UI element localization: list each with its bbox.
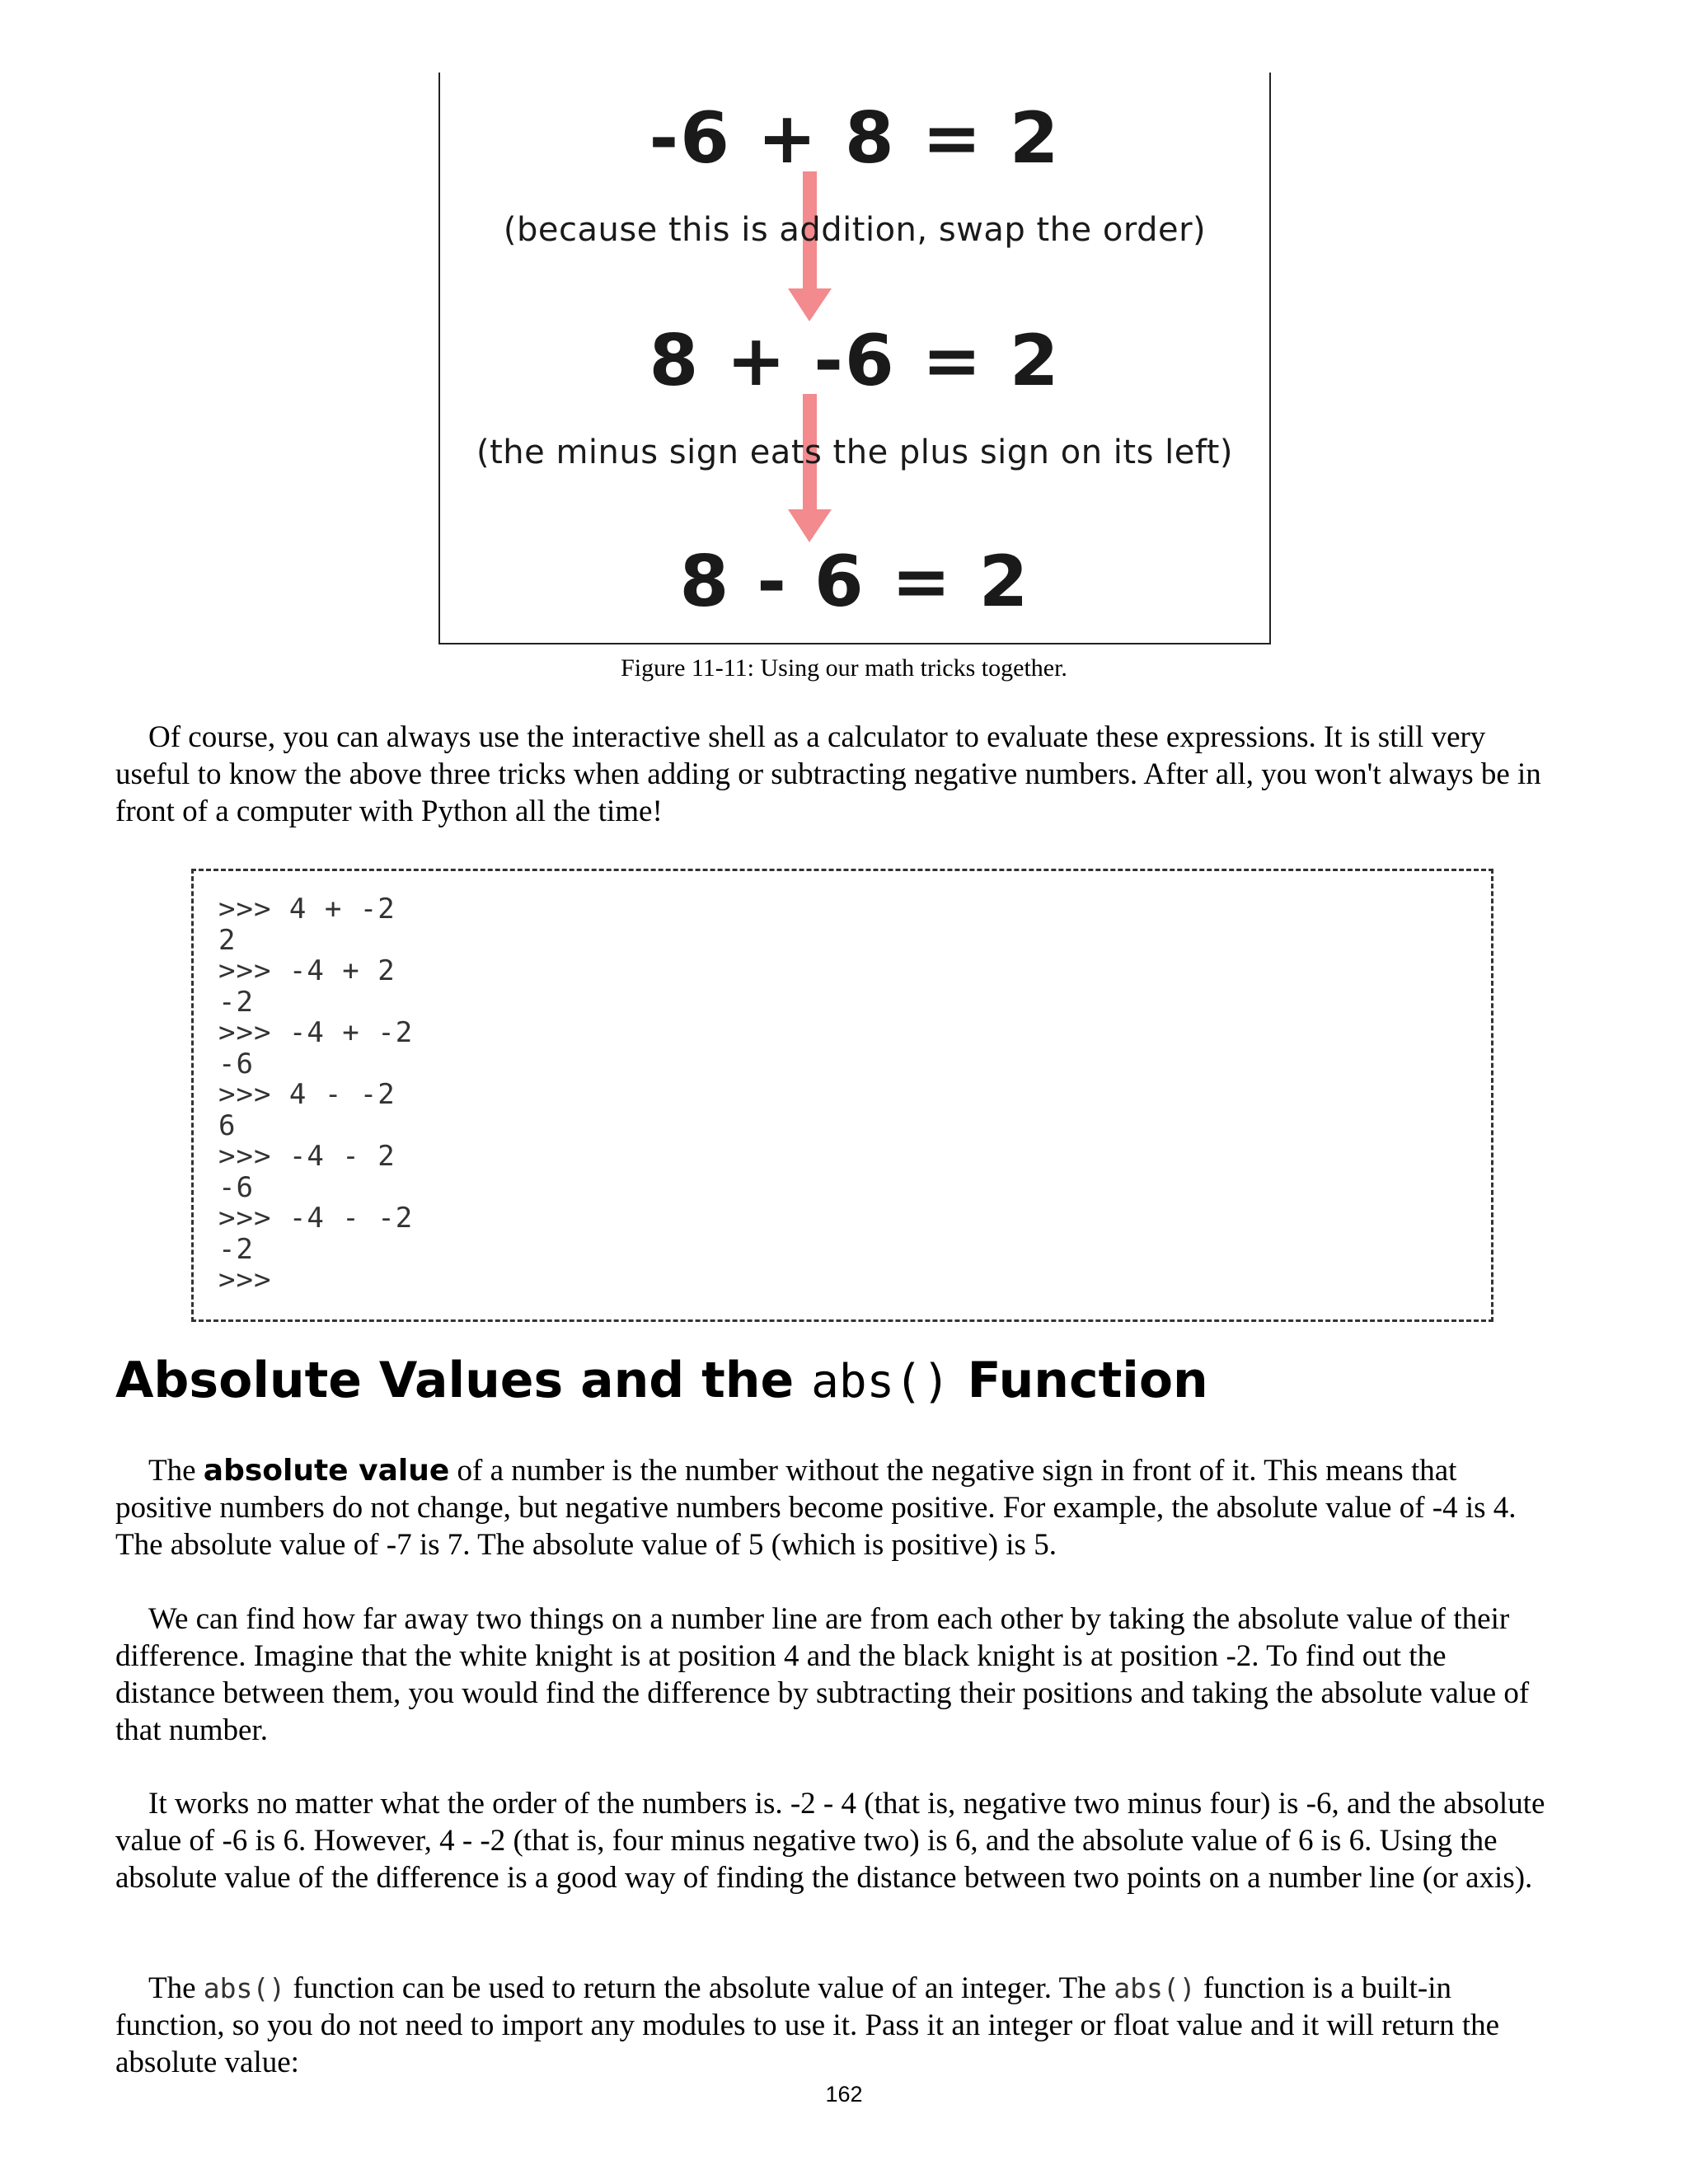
- inline-code-abs: abs(): [203, 1972, 286, 2004]
- code-line: -2: [218, 1232, 254, 1266]
- intro-paragraph: Of course, you can always use the interactive shell as a calculator to evaluate these expressions. It is still very useful to know the above three tricks when adding or subtracting negative numbers. After all, you won't always be in front of a computer with Python all the time!: [115, 720, 1541, 828]
- code-line: >>> -4 + -2: [218, 1016, 414, 1049]
- code-line: -2: [218, 985, 254, 1019]
- section-heading: [115, 1352, 1208, 1409]
- math-tricks-figure: [438, 73, 1271, 644]
- inline-code-abs: abs(): [1114, 1972, 1196, 2004]
- code-line: -6: [218, 1170, 254, 1204]
- code-line: -6: [218, 1047, 254, 1080]
- paragraph-text: The: [148, 1454, 204, 1488]
- code-line: >>> -4 - -2: [218, 1202, 414, 1235]
- equation-original: -6 + 8 = 2: [649, 97, 1061, 180]
- abs-function-paragraph: [115, 1970, 1550, 2081]
- absolute-value-term: absolute value: [203, 1454, 450, 1488]
- figure-caption: Figure 11-11: Using our math tricks together.: [621, 654, 1067, 682]
- equation-final: 8 - 6 = 2: [679, 541, 1030, 623]
- code-line: 2: [218, 923, 237, 957]
- equation-swapped: 8 + -6 = 2: [649, 320, 1061, 402]
- paragraph-text: function can be used to return the absolute value of an integer. The: [285, 1971, 1114, 2005]
- code-line: >>> -4 - 2: [218, 1140, 396, 1173]
- order-paragraph: It works no matter what the order of the numbers is. -2 - 4 (that is, negative two minus four) is -6, and the absolute value of -6 is 6. However, 4 - -2 (that is, four minus negative two) is 6, and the absolute value of 6 is 6. Using the absolute value of the difference is a good way of finding the distance between two points on a number line (or axis).: [115, 1787, 1545, 1895]
- figure-note-minus-eats-plus: (the minus sign eats the plus sign on its left): [476, 434, 1234, 471]
- page-number: 162: [825, 2082, 863, 2107]
- figure-note-swap-order: (because this is addition, swap the order): [503, 211, 1207, 249]
- paragraph-text: of a number is the number without the negative sign in front of it. This means that positive numbers do not change, but negative numbers become positive. For example, the absolute value of -4 is 4. The absolute value of -7 is 7. The absolute value of 5 (which is positive) is 5.: [115, 1454, 1517, 1562]
- paragraph-text: The: [148, 1971, 204, 2005]
- interactive-shell-code-block: [191, 869, 1493, 1322]
- code-line: >>> 4 - -2: [218, 1078, 396, 1111]
- heading-code: abs(): [811, 1355, 950, 1408]
- distance-paragraph: We can find how far away two things on a number line are from each other by taking the absolute value of their difference. Imagine that the white knight is at position 4 and the black knight is at position -2. To find out the distance between them, you would find the difference by subtracting their positions and taking the absolute value of that number.: [115, 1602, 1530, 1747]
- code-line: 6: [218, 1108, 237, 1142]
- heading-text: Absolute Values and the: [115, 1352, 812, 1409]
- absolute-value-definition-paragraph: [115, 1452, 1550, 1563]
- paragraph-text: function is a built-in function, so you do not need to import any modules to use it. Pass it an integer or float value and it will return the absolute value:: [115, 1971, 1500, 2079]
- code-lines: [218, 894, 413, 1296]
- code-line: >>>: [218, 1263, 272, 1296]
- code-line: >>> 4 + -2: [218, 893, 396, 926]
- code-line: >>> -4 + 2: [218, 954, 396, 987]
- heading-text-end: Function: [950, 1352, 1208, 1409]
